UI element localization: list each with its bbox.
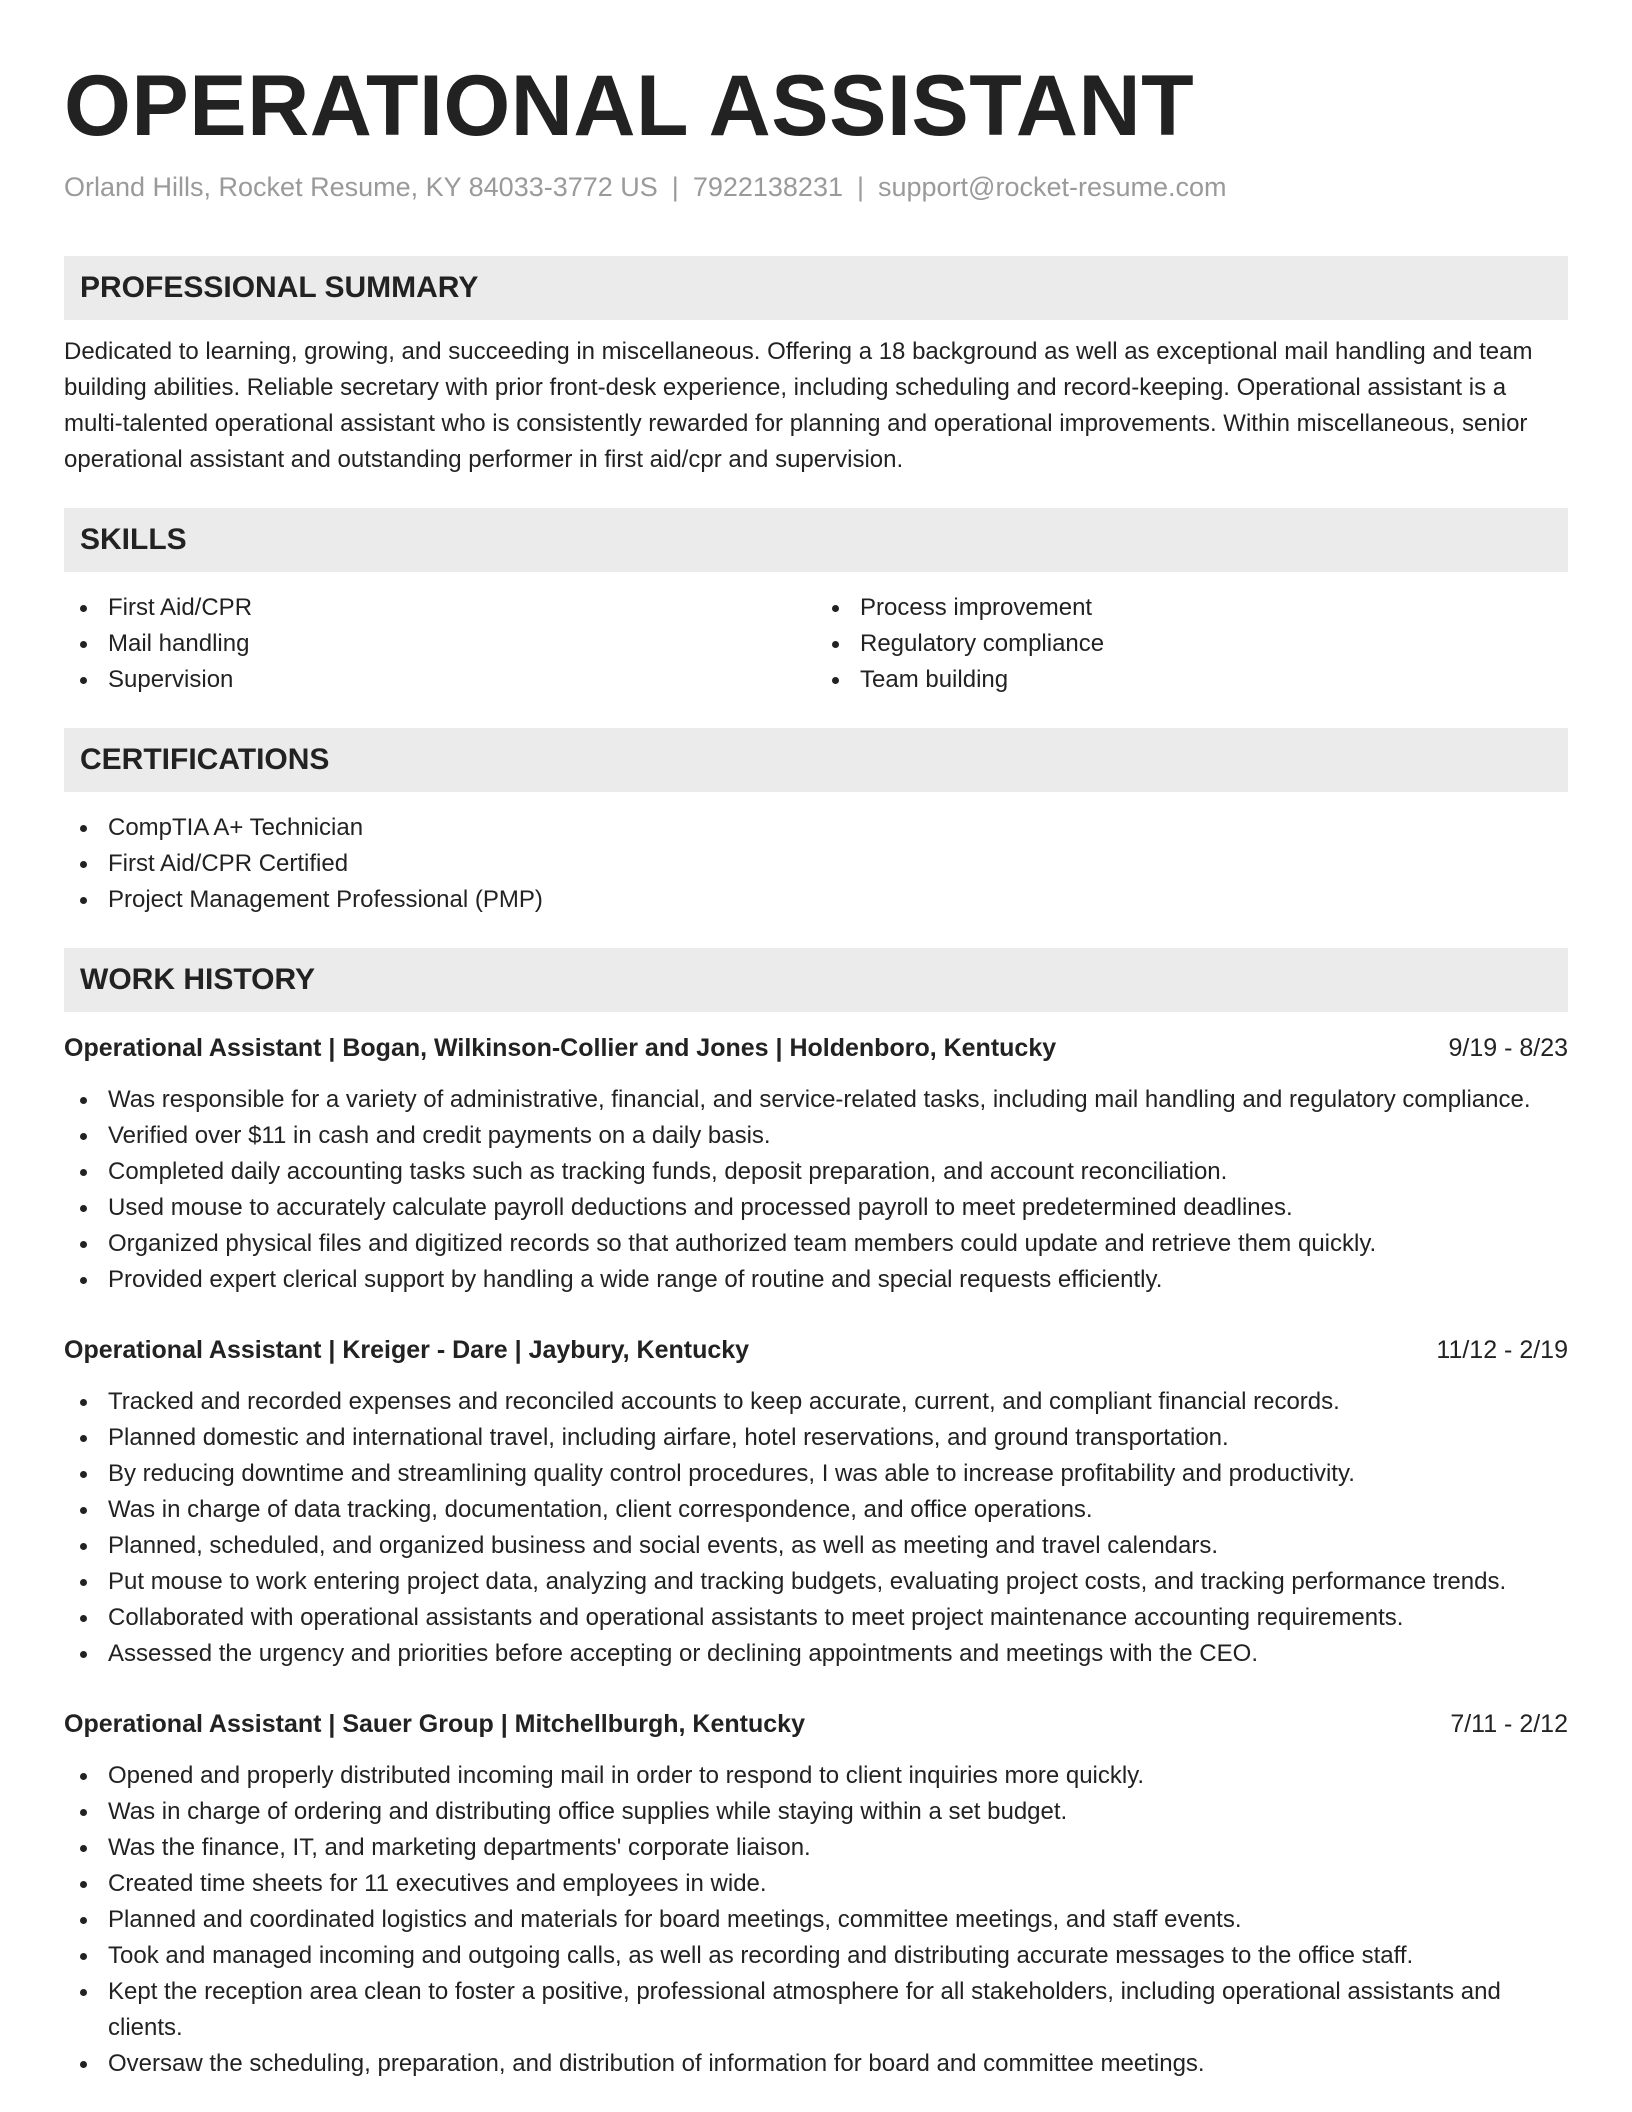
job-bullet: Collaborated with operational assistants and operational assistants to meet project maintenance accounting requirements.	[64, 1600, 1568, 1636]
skill-item: Team building	[816, 662, 1568, 698]
job-title: Operational Assistant | Kreiger - Dare | Jaybury, Kentucky	[64, 1336, 750, 1364]
job-header	[64, 1332, 1568, 1368]
job-bullet: Provided expert clerical support by handling a wide range of routine and special requests efficiently.	[64, 1262, 1568, 1298]
job-bullet: Planned and coordinated logistics and materials for board meetings, committee meetings, and staff events.	[64, 1902, 1568, 1938]
job-bullet: Opened and properly distributed incoming mail in order to respond to client inquiries more quickly.	[64, 1758, 1568, 1794]
job-bullets	[64, 1384, 1568, 1672]
job-dates: 11/12 - 2/19	[1436, 1336, 1568, 1364]
job-bullet: Took and managed incoming and outgoing calls, as well as recording and distributing accurate messages to the office staff.	[64, 1938, 1568, 1974]
job-bullet: Put mouse to work entering project data, analyzing and tracking budgets, evaluating project costs, and tracking performance trends.	[64, 1564, 1568, 1600]
contact-separator: |	[671, 172, 679, 202]
certification-item: CompTIA A+ Technician	[64, 810, 1568, 846]
skill-item: Mail handling	[64, 626, 816, 662]
skills-column-left	[64, 590, 816, 698]
certification-item: Project Management Professional (PMP)	[64, 882, 1568, 918]
contact-email: support@rocket-resume.com	[878, 172, 1227, 202]
contact-line	[64, 170, 1568, 204]
job-bullet: Organized physical files and digitized records so that authorized team members could update and retrieve them quickly.	[64, 1226, 1568, 1262]
job-bullet: Tracked and recorded expenses and reconciled accounts to keep accurate, current, and compliant financial records.	[64, 1384, 1568, 1420]
job-bullet: Assessed the urgency and priorities before accepting or declining appointments and meetings with the CEO.	[64, 1636, 1568, 1672]
section-heading-summary: PROFESSIONAL SUMMARY	[64, 256, 1568, 320]
job-bullet: Planned domestic and international travel, including airfare, hotel reservations, and ground transportation.	[64, 1420, 1568, 1456]
job-bullet: Used mouse to accurately calculate payroll deductions and processed payroll to meet predetermined deadlines.	[64, 1190, 1568, 1226]
skill-item: Regulatory compliance	[816, 626, 1568, 662]
job-entry	[64, 1332, 1568, 1672]
job-bullet: Oversaw the scheduling, preparation, and distribution of information for board and committee meetings.	[64, 2046, 1568, 2082]
job-bullet: Was in charge of ordering and distributing office supplies while staying within a set budget.	[64, 1794, 1568, 1830]
job-bullet: Created time sheets for 11 executives and employees in wide.	[64, 1866, 1568, 1902]
skills-list	[64, 590, 1568, 698]
job-bullet: Planned, scheduled, and organized business and social events, as well as meeting and travel calendars.	[64, 1528, 1568, 1564]
skills-column-right	[816, 590, 1568, 698]
skill-item: First Aid/CPR	[64, 590, 816, 626]
section-heading-certifications: CERTIFICATIONS	[64, 728, 1568, 792]
job-bullet: Completed daily accounting tasks such as tracking funds, deposit preparation, and account reconciliation.	[64, 1154, 1568, 1190]
section-heading-skills: SKILLS	[64, 508, 1568, 572]
job-bullet: By reducing downtime and streamlining quality control procedures, I was able to increase profitability and productivity.	[64, 1456, 1568, 1492]
skill-item: Process improvement	[816, 590, 1568, 626]
certifications-list	[64, 810, 1568, 918]
section-heading-work-history: WORK HISTORY	[64, 948, 1568, 1012]
job-bullet: Verified over $11 in cash and credit payments on a daily basis.	[64, 1118, 1568, 1154]
job-header	[64, 1030, 1568, 1066]
contact-separator: |	[856, 172, 864, 202]
contact-address: Orland Hills, Rocket Resume, KY 84033-3772 US	[64, 172, 658, 202]
job-bullet: Was in charge of data tracking, documentation, client correspondence, and office operations.	[64, 1492, 1568, 1528]
job-entry	[64, 1030, 1568, 1298]
summary-text: Dedicated to learning, growing, and succeeding in miscellaneous. Offering a 18 background as well as exceptional mail handling and team building abilities. Reliable secretary with prior front-desk experience, including scheduling and record-keeping. Operational assistant is a multi-talented operational assistant who is consistently rewarded for planning and operational improvements. Within miscellaneous, senior operational assistant and outstanding performer in first aid/cpr and supervision.	[64, 338, 1533, 473]
job-bullet: Was responsible for a variety of administrative, financial, and service-related tasks, including mail handling and regulatory compliance.	[64, 1082, 1568, 1118]
job-dates: 9/19 - 8/23	[1448, 1034, 1568, 1062]
job-bullets	[64, 1758, 1568, 2082]
candidate-title: OPERATIONAL ASSISTANT	[64, 58, 1195, 154]
job-bullet: Kept the reception area clean to foster a positive, professional atmosphere for all stakeholders, including operational assistants and clients.	[64, 1974, 1568, 2046]
job-header	[64, 1706, 1568, 1742]
job-dates: 7/11 - 2/12	[1450, 1710, 1568, 1738]
job-title: Operational Assistant | Sauer Group | Mitchellburgh, Kentucky	[64, 1710, 805, 1738]
job-title: Operational Assistant | Bogan, Wilkinson-Collier and Jones | Holdenboro, Kentucky	[64, 1034, 1057, 1062]
job-bullets	[64, 1082, 1568, 1298]
certification-item: First Aid/CPR Certified	[64, 846, 1568, 882]
contact-phone: 7922138231	[692, 172, 843, 202]
skill-item: Supervision	[64, 662, 816, 698]
job-bullet: Was the finance, IT, and marketing departments' corporate liaison.	[64, 1830, 1568, 1866]
job-entry	[64, 1706, 1568, 2082]
